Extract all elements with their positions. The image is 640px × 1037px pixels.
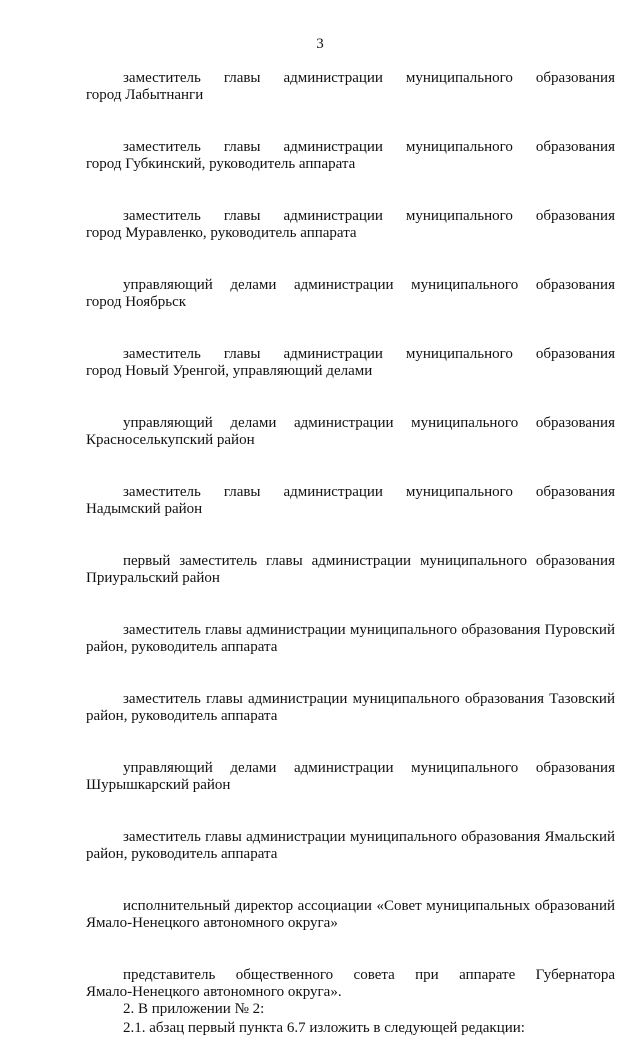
list-item-continuation: Надымский район (86, 501, 203, 517)
list-item-continuation: Красноселькупский район (86, 432, 255, 448)
list-item-first-line: управляющий делами администрации муниципального образования (123, 415, 615, 431)
appendix-line: 2. В приложении № 2: (123, 1001, 265, 1017)
list-item (86, 829, 615, 863)
closing-section (86, 967, 615, 1037)
list-item-continuation: город Муравленко, руководитель аппарата (86, 225, 357, 241)
list-item (86, 70, 615, 104)
list-item-continuation: Ямало-Ненецкого автономного округа» (86, 915, 338, 931)
list-item-continuation: район, руководитель аппарата (86, 708, 278, 724)
list-item-continuation: Приуральский район (86, 570, 220, 586)
list-item-continuation: город Губкинский, руководитель аппарата (86, 156, 356, 172)
list-item-continuation: Шурышкарский район (86, 777, 231, 793)
list-item (86, 898, 615, 932)
list-item-continuation: город Лабытнанги (86, 87, 204, 103)
list-item-first-line: управляющий делами администрации муниципального образования (123, 760, 615, 776)
list-item-continuation: район, руководитель аппарата (86, 639, 278, 655)
list-item-first-line: заместитель главы администрации муниципального образования Пуровский (123, 622, 615, 638)
list-item-continuation: город Ноябрьск (86, 294, 187, 310)
list-item (86, 691, 615, 725)
list-item (86, 553, 615, 587)
list-item-first-line: заместитель главы администрации муниципального образования (123, 208, 615, 224)
list-item (86, 139, 615, 173)
list-item (86, 346, 615, 380)
list-item (86, 622, 615, 656)
list-item-first-line: заместитель главы администрации муниципального образования (123, 484, 615, 500)
document-body (86, 70, 615, 1037)
list-item-first-line: заместитель главы администрации муниципального образования (123, 346, 615, 362)
list-item-continuation: район, руководитель аппарата (86, 846, 278, 862)
list-item-first-line: заместитель главы администрации муниципального образования Ямальский (123, 829, 615, 845)
list-item (86, 415, 615, 449)
list-item (86, 484, 615, 518)
last-entry-first-line: представитель общественного совета при аппарате Губернатора (123, 967, 615, 983)
list-item-first-line: управляющий делами администрации муниципального образования (123, 277, 615, 293)
list-item (86, 208, 615, 242)
list-item-first-line: заместитель главы администрации муниципального образования (123, 139, 615, 155)
list-item-first-line: исполнительный директор ассоциации «Совет муниципальных образований (123, 898, 615, 914)
list-item (86, 277, 615, 311)
list-item-first-line: первый заместитель главы администрации муниципального образования (123, 553, 615, 569)
list-item-first-line: заместитель главы администрации муниципального образования Тазовский (123, 691, 615, 707)
page-number: 3 (316, 36, 324, 52)
last-entry-continuation: Ямало-Ненецкого автономного округа». (86, 984, 342, 1000)
list-item (86, 760, 615, 794)
list-item-first-line: заместитель главы администрации муниципального образования (123, 70, 615, 86)
list-item-continuation: город Новый Уренгой, управляющий делами (86, 363, 373, 379)
clause-line: 2.1. абзац первый пункта 6.7 изложить в следующей редакции: (123, 1020, 525, 1036)
